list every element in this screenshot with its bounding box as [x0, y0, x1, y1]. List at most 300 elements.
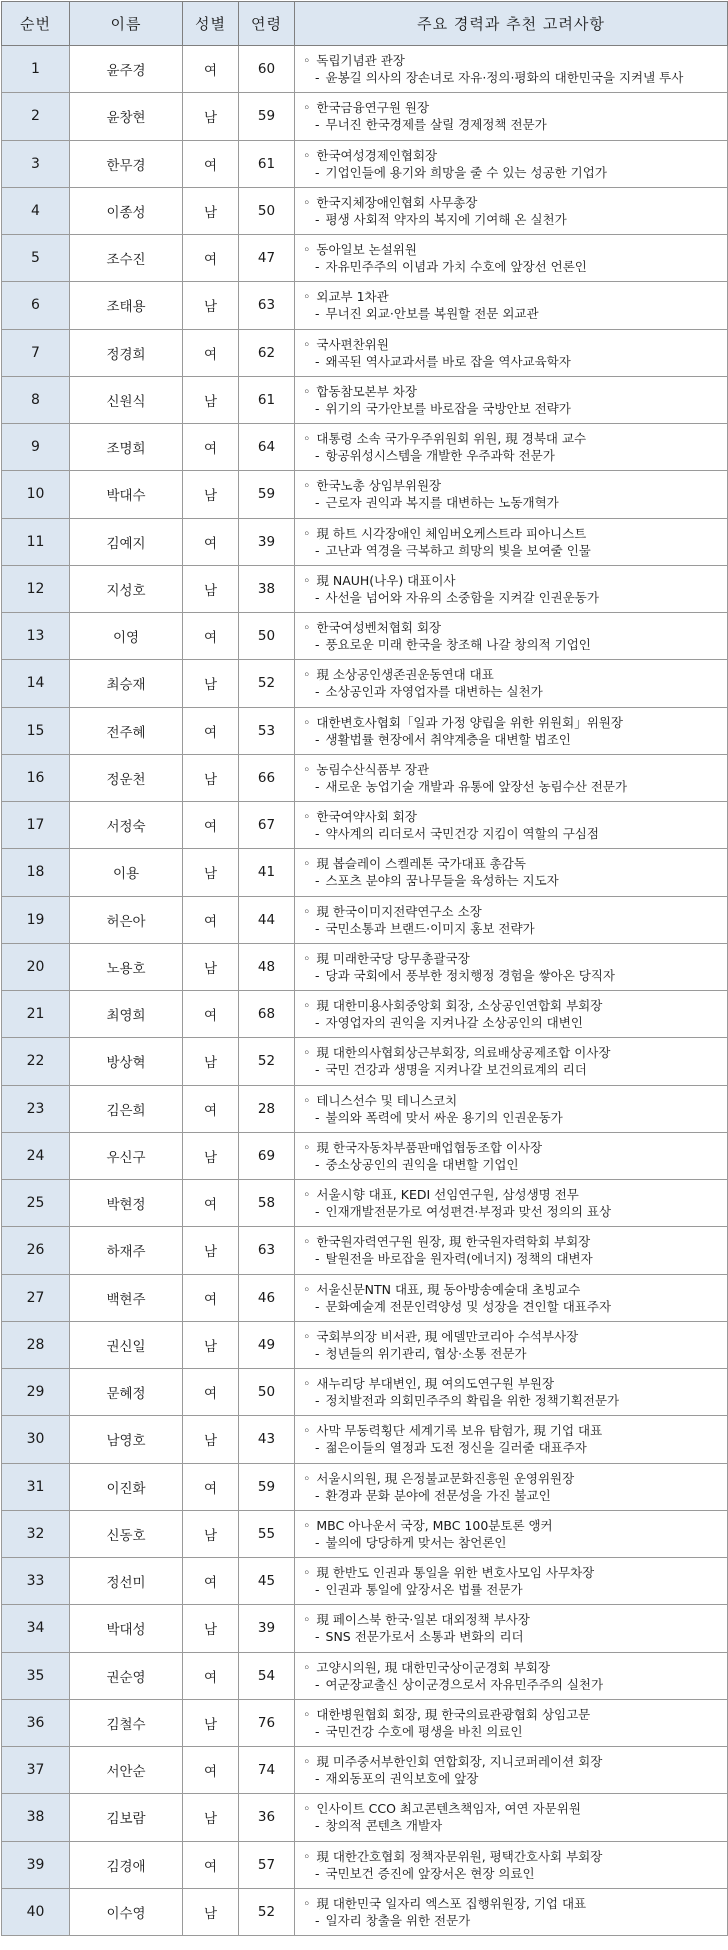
table-row: [2, 1652, 728, 1699]
bullet-icon: ◦: [303, 1517, 311, 1533]
candidate-name: 서정숙: [70, 802, 183, 849]
bullet-icon: ◦: [303, 667, 311, 683]
row-number: 29: [2, 1369, 70, 1416]
row-number: 3: [2, 140, 70, 187]
recommendation-line: [303, 1912, 721, 1929]
row-number: 33: [2, 1558, 70, 1605]
recommendation-text: 청년들의 위기관리, 협상·소통 전문가: [325, 1345, 527, 1361]
career-text: 합동참모본부 차장: [316, 383, 417, 399]
table-row: [2, 943, 728, 990]
recommendation-text: SNS 전문가로서 소통과 변화의 리더: [325, 1629, 524, 1645]
candidate-sex: 여: [183, 896, 239, 943]
career-cell: [295, 1841, 728, 1888]
row-number: 35: [2, 1652, 70, 1699]
candidate-sex: 여: [183, 46, 239, 93]
candidate-age: 43: [239, 1416, 295, 1463]
candidate-sex: 여: [183, 1274, 239, 1321]
recommendation-text: 여군장교출신 상이군경으로서 자유민주주의 실천가: [325, 1676, 604, 1692]
table-row: [2, 802, 728, 849]
row-number: 21: [2, 991, 70, 1038]
candidate-age: 68: [239, 991, 295, 1038]
dash-icon: -: [315, 1062, 320, 1078]
candidate-age: 28: [239, 1085, 295, 1132]
header-sex: 성별: [183, 2, 239, 46]
candidate-sex: 남: [183, 1132, 239, 1179]
bullet-icon: ◦: [303, 289, 311, 305]
recommendation-line: [303, 1250, 721, 1267]
row-number: 18: [2, 849, 70, 896]
recommendation-text: 정치발전과 의회민주주의 확립을 위한 정책기획전문가: [325, 1393, 620, 1409]
candidate-age: 54: [239, 1652, 295, 1699]
recommendation-line: [303, 258, 721, 275]
table-row: [2, 707, 728, 754]
career-text: 서울시향 대표, KEDI 선임연구원, 삼성생명 전무: [316, 1187, 579, 1203]
recommendation-line: [303, 1156, 721, 1173]
candidate-name: 우신구: [70, 1132, 183, 1179]
candidate-sex: 남: [183, 187, 239, 234]
recommendation-text: 국민보건 증진에 앞장서온 현장 의료인: [325, 1865, 535, 1881]
candidate-sex: 남: [183, 660, 239, 707]
career-text: 서울신문NTN 대표, 現 동아방송예술대 초빙교수: [316, 1281, 581, 1297]
recommendation-line: [303, 1298, 721, 1315]
table-row: [2, 1699, 728, 1746]
dash-icon: -: [315, 1912, 320, 1928]
table-row: [2, 424, 728, 471]
header-career: 주요 경력과 추천 고려사항: [295, 2, 728, 46]
table-row: [2, 1605, 728, 1652]
row-number: 2: [2, 93, 70, 140]
row-number: 7: [2, 329, 70, 376]
candidate-name: 한무경: [70, 140, 183, 187]
career-cell: [295, 1558, 728, 1605]
table-row: [2, 896, 728, 943]
career-text: 한국원자력연구원 원장, 現 한국원자력학회 부회장: [316, 1234, 591, 1250]
bullet-icon: ◦: [303, 1754, 311, 1770]
recommendation-line: [303, 1865, 721, 1882]
bullet-icon: ◦: [303, 242, 311, 258]
career-line: [303, 761, 721, 778]
candidate-age: 62: [239, 329, 295, 376]
recommendation-line: [303, 1817, 721, 1834]
row-number: 36: [2, 1699, 70, 1746]
candidate-name: 문혜정: [70, 1369, 183, 1416]
career-line: [303, 1800, 721, 1817]
table-row: [2, 1510, 728, 1557]
bullet-icon: ◦: [303, 856, 311, 872]
candidate-age: 59: [239, 1463, 295, 1510]
dash-icon: -: [315, 1440, 320, 1456]
recommendation-text: 새로운 농업기술 개발과 유통에 앞장선 농림수산 전문가: [325, 778, 628, 794]
candidate-age: 57: [239, 1841, 295, 1888]
career-text: 서울시의원, 現 은정불교문화진흥원 운영위원장: [316, 1470, 575, 1486]
career-text: 인사이트 CCO 최고콘텐츠책임자, 여연 자문위원: [316, 1801, 581, 1817]
candidate-name: 박대성: [70, 1605, 183, 1652]
row-number: 28: [2, 1321, 70, 1368]
career-text: 사막 무동력횡단 세계기록 보유 탐험가, 現 기업 대표: [316, 1423, 603, 1439]
recommendation-text: 재외동포의 권익보호에 앞장: [325, 1771, 479, 1787]
recommendation-text: 약사계의 리더로서 국민건강 지킴이 역할의 구심점: [325, 826, 599, 842]
bullet-icon: ◦: [303, 1706, 311, 1722]
career-line: [303, 1564, 721, 1581]
recommendation-line: [303, 967, 721, 984]
career-text: 한국금융연구원 원장: [316, 100, 430, 116]
candidate-age: 52: [239, 1038, 295, 1085]
row-number: 19: [2, 896, 70, 943]
career-text: 現 한국이미지전략연구소 소장: [316, 903, 482, 919]
candidate-name: 권신일: [70, 1321, 183, 1368]
career-line: [303, 572, 721, 589]
candidate-name: 이수영: [70, 1888, 183, 1935]
candidate-sex: 여: [183, 235, 239, 282]
candidate-age: 50: [239, 1369, 295, 1416]
candidate-age: 59: [239, 93, 295, 140]
candidate-name: 신원식: [70, 376, 183, 423]
row-number: 38: [2, 1794, 70, 1841]
candidate-age: 76: [239, 1699, 295, 1746]
career-cell: [295, 896, 728, 943]
career-cell: [295, 93, 728, 140]
dash-icon: -: [315, 1204, 320, 1220]
career-cell: [295, 1794, 728, 1841]
row-number: 22: [2, 1038, 70, 1085]
dash-icon: -: [315, 1109, 320, 1125]
career-text: 現 봅슬레이 스켈레톤 국가대표 총감독: [316, 856, 526, 872]
recommendation-line: [303, 542, 721, 559]
table-row: [2, 518, 728, 565]
header-number: 순번: [2, 2, 70, 46]
row-number: 31: [2, 1463, 70, 1510]
career-text: 고양시의원, 現 대한민국상이군경회 부회장: [316, 1659, 551, 1675]
table-row: [2, 1180, 728, 1227]
bullet-icon: ◦: [303, 194, 311, 210]
recommendation-line: [303, 1061, 721, 1078]
recommendation-text: 위기의 국가안보를 바로잡을 국방안보 전략가: [325, 400, 571, 416]
table-row: [2, 849, 728, 896]
candidate-age: 61: [239, 140, 295, 187]
candidate-sex: 여: [183, 518, 239, 565]
bullet-icon: ◦: [303, 1659, 311, 1675]
recommendation-text: 기업인들에 용기와 희망을 줄 수 있는 성공한 기업가: [325, 164, 607, 180]
recommendation-line: [303, 920, 721, 937]
candidate-sex: 남: [183, 754, 239, 801]
candidate-sex: 여: [183, 991, 239, 1038]
career-text: 테니스선수 및 테니스코치: [316, 1092, 458, 1108]
candidate-name: 윤주경: [70, 46, 183, 93]
dash-icon: -: [315, 1582, 320, 1598]
candidate-age: 46: [239, 1274, 295, 1321]
bullet-icon: ◦: [303, 998, 311, 1014]
table-row: [2, 1085, 728, 1132]
career-text: 現 한국자동차부품판매업협동조합 이사장: [316, 1139, 543, 1155]
career-cell: [295, 1038, 728, 1085]
dash-icon: -: [315, 731, 320, 747]
row-number: 20: [2, 943, 70, 990]
dash-icon: -: [315, 826, 320, 842]
career-cell: [295, 235, 728, 282]
table-row: [2, 991, 728, 1038]
candidate-sex: 남: [183, 1038, 239, 1085]
recommendation-line: [303, 778, 721, 795]
recommendation-line: [303, 731, 721, 748]
career-line: [303, 1517, 721, 1534]
candidate-sex: 여: [183, 1841, 239, 1888]
dash-icon: -: [315, 400, 320, 416]
candidate-sex: 여: [183, 1369, 239, 1416]
bullet-icon: ◦: [303, 1470, 311, 1486]
table-row: [2, 1321, 728, 1368]
candidate-age: 63: [239, 282, 295, 329]
dash-icon: -: [315, 1534, 320, 1550]
bullet-icon: ◦: [303, 383, 311, 399]
dash-icon: -: [315, 448, 320, 464]
career-line: [303, 336, 721, 353]
bullet-icon: ◦: [303, 1565, 311, 1581]
candidate-age: 39: [239, 518, 295, 565]
recommendation-text: 무너진 외교·안보를 복원할 전문 외교관: [325, 306, 539, 322]
recommendation-text: 국민 건강과 생명을 지켜나갈 보건의료계의 리더: [325, 1062, 587, 1078]
table-row: [2, 1888, 728, 1935]
candidate-sex: 남: [183, 943, 239, 990]
career-cell: [295, 565, 728, 612]
recommendation-text: 고난과 역경을 극복하고 희망의 빛을 보여줄 인물: [325, 542, 591, 558]
career-text: 現 대한민국 일자리 엑스포 집행위원장, 기업 대표: [316, 1895, 587, 1911]
row-number: 8: [2, 376, 70, 423]
candidate-sex: 여: [183, 707, 239, 754]
career-cell: [295, 707, 728, 754]
career-text: 새누리당 부대변인, 現 여의도연구원 부원장: [316, 1376, 555, 1392]
recommendation-text: 생활법률 현장에서 취약계층을 대변할 법조인: [325, 731, 571, 747]
dash-icon: -: [315, 589, 320, 605]
table-header-row: [2, 2, 728, 46]
candidate-sex: 남: [183, 1416, 239, 1463]
recommendation-line: [303, 1392, 721, 1409]
career-text: 대한병원협회 회장, 現 한국의료관광협회 상임고문: [316, 1706, 591, 1722]
candidate-sex: 남: [183, 93, 239, 140]
dash-icon: -: [315, 353, 320, 369]
candidate-sex: 여: [183, 613, 239, 660]
career-text: 現 소상공인생존권운동연대 대표: [316, 667, 494, 683]
career-text: 現 하트 시각장애인 체임버오케스트라 피아니스트: [316, 525, 587, 541]
bullet-icon: ◦: [303, 950, 311, 966]
candidate-sex: 여: [183, 1463, 239, 1510]
career-text: 한국여약사회 회장: [316, 809, 417, 825]
career-cell: [295, 518, 728, 565]
candidate-name: 최승재: [70, 660, 183, 707]
recommendation-line: [303, 1534, 721, 1551]
candidate-age: 61: [239, 376, 295, 423]
recommendation-text: 국민건강 수호에 평생을 바친 의료인: [325, 1723, 523, 1739]
career-line: [303, 1044, 721, 1061]
row-number: 14: [2, 660, 70, 707]
recommendation-line: [303, 1676, 721, 1693]
recommendation-line: [303, 447, 721, 464]
career-line: [303, 194, 721, 211]
career-line: [303, 855, 721, 872]
candidate-name: 정선미: [70, 1558, 183, 1605]
candidate-sex: 여: [183, 1558, 239, 1605]
recommendation-text: 항공위성시스템을 개발한 우주과학 전문가: [325, 448, 555, 464]
candidate-age: 63: [239, 1227, 295, 1274]
career-text: 現 대한미용사회중앙회 회장, 소상공인연합회 부회장: [316, 998, 603, 1014]
dash-icon: -: [315, 778, 320, 794]
recommendation-line: [303, 494, 721, 511]
career-text: 독립기념관 관장: [316, 53, 405, 69]
row-number: 5: [2, 235, 70, 282]
dash-icon: -: [315, 967, 320, 983]
career-cell: [295, 1132, 728, 1179]
recommendation-line: [303, 164, 721, 181]
career-text: 한국노총 상임부위원장: [316, 478, 442, 494]
table-row: [2, 46, 728, 93]
candidate-age: 53: [239, 707, 295, 754]
recommendation-text: 중소상공인의 권익을 대변할 기업인: [325, 1156, 519, 1172]
header-name: 이름: [70, 2, 183, 46]
table-row: [2, 140, 728, 187]
career-line: [303, 903, 721, 920]
table-row: [2, 1038, 728, 1085]
table-row: [2, 235, 728, 282]
recommendation-text: 자영업자의 권익을 지켜나갈 소상공인의 대변인: [325, 1015, 583, 1031]
recommendation-text: 불의에 당당하게 맞서는 참언론인: [325, 1534, 507, 1550]
bullet-icon: ◦: [303, 1895, 311, 1911]
career-text: 現 미래한국당 당무총괄국장: [316, 950, 470, 966]
candidate-age: 64: [239, 424, 295, 471]
table-row: [2, 282, 728, 329]
table-row: [2, 187, 728, 234]
career-text: 대한변호사협회「일과 가정 양립을 위한 위원회」위원장: [316, 714, 623, 730]
candidate-sex: 여: [183, 802, 239, 849]
bullet-icon: ◦: [303, 1281, 311, 1297]
candidate-age: 52: [239, 660, 295, 707]
career-line: [303, 1848, 721, 1865]
candidate-name: 이영: [70, 613, 183, 660]
table-row: [2, 471, 728, 518]
candidate-name: 지성호: [70, 565, 183, 612]
dash-icon: -: [315, 542, 320, 558]
candidate-sex: 남: [183, 1510, 239, 1557]
career-cell: [295, 1369, 728, 1416]
dash-icon: -: [315, 1298, 320, 1314]
career-text: 現 페이스북 한국·일본 대외정책 부사장: [316, 1612, 530, 1628]
bullet-icon: ◦: [303, 1612, 311, 1628]
candidate-name: 신동호: [70, 1510, 183, 1557]
career-line: [303, 1281, 721, 1298]
bullet-icon: ◦: [303, 431, 311, 447]
career-cell: [295, 471, 728, 518]
table-row: [2, 1416, 728, 1463]
career-line: [303, 1422, 721, 1439]
bullet-icon: ◦: [303, 1187, 311, 1203]
dash-icon: -: [315, 1015, 320, 1031]
career-cell: [295, 1085, 728, 1132]
dash-icon: -: [315, 684, 320, 700]
career-cell: [295, 376, 728, 423]
recommendation-text: 국민소통과 브랜드·이미지 홍보 전략가: [325, 920, 535, 936]
candidate-name: 최영희: [70, 991, 183, 1038]
candidate-age: 50: [239, 613, 295, 660]
career-cell: [295, 1888, 728, 1935]
dash-icon: -: [315, 1251, 320, 1267]
candidate-age: 44: [239, 896, 295, 943]
table-row: [2, 1463, 728, 1510]
recommendation-text: 사선을 넘어와 자유의 소중함을 지켜갈 인권운동가: [325, 589, 599, 605]
candidate-name: 박현정: [70, 1180, 183, 1227]
dash-icon: -: [315, 211, 320, 227]
candidate-sex: 남: [183, 376, 239, 423]
bullet-icon: ◦: [303, 53, 311, 69]
recommendation-line: [303, 1345, 721, 1362]
recommendation-text: 평생 사회적 약자의 복지에 기여해 온 실천가: [325, 211, 567, 227]
bullet-icon: ◦: [303, 620, 311, 636]
candidate-age: 36: [239, 1794, 295, 1841]
bullet-icon: ◦: [303, 1423, 311, 1439]
candidate-sex: 남: [183, 1227, 239, 1274]
table-row: [2, 1227, 728, 1274]
candidate-sex: 여: [183, 140, 239, 187]
row-number: 13: [2, 613, 70, 660]
career-cell: [295, 1605, 728, 1652]
career-text: 국사편찬위원: [316, 336, 389, 352]
career-text: 한국지체장애인협회 사무총장: [316, 194, 478, 210]
career-cell: [295, 424, 728, 471]
career-line: [303, 1375, 721, 1392]
bullet-icon: ◦: [303, 336, 311, 352]
career-line: [303, 1753, 721, 1770]
recommendation-text: 환경과 문화 분야에 전문성을 가진 불교인: [325, 1487, 551, 1503]
career-cell: [295, 1227, 728, 1274]
candidate-table: [1, 1, 728, 1936]
recommendation-text: 풍요로운 미래 한국을 창조해 나갈 창의적 기업인: [325, 637, 591, 653]
dash-icon: -: [315, 1629, 320, 1645]
table-row: [2, 613, 728, 660]
candidate-age: 67: [239, 802, 295, 849]
dash-icon: -: [315, 1865, 320, 1881]
candidate-name: 백현주: [70, 1274, 183, 1321]
bullet-icon: ◦: [303, 809, 311, 825]
career-line: [303, 714, 721, 731]
career-line: [303, 1328, 721, 1345]
recommendation-text: 인재개발전문가로 여성편견·부정과 맞선 정의의 표상: [325, 1204, 612, 1220]
candidate-sex: 남: [183, 1321, 239, 1368]
candidate-sex: 남: [183, 1794, 239, 1841]
career-text: 現 대한간호협회 정책자문위원, 평택간호사회 부회장: [316, 1848, 603, 1864]
recommendation-text: 근로자 권익과 복지를 대변하는 노동개혁가: [325, 495, 559, 511]
recommendation-line: [303, 1109, 721, 1126]
candidate-age: 55: [239, 1510, 295, 1557]
dash-icon: -: [315, 259, 320, 275]
recommendation-line: [303, 305, 721, 322]
candidate-age: 74: [239, 1747, 295, 1794]
career-line: [303, 430, 721, 447]
dash-icon: -: [315, 1345, 320, 1361]
recommendation-line: [303, 353, 721, 370]
recommendation-line: [303, 1581, 721, 1598]
bullet-icon: ◦: [303, 1848, 311, 1864]
bullet-icon: ◦: [303, 1234, 311, 1250]
candidate-name: 조수진: [70, 235, 183, 282]
dash-icon: -: [315, 306, 320, 322]
candidate-sex: 여: [183, 1652, 239, 1699]
candidate-name: 이용: [70, 849, 183, 896]
career-cell: [295, 140, 728, 187]
career-text: MBC 아나운서 국장, MBC 100분토론 앵커: [316, 1517, 553, 1533]
row-number: 30: [2, 1416, 70, 1463]
career-cell: [295, 1463, 728, 1510]
table-row: [2, 93, 728, 140]
row-number: 15: [2, 707, 70, 754]
row-number: 39: [2, 1841, 70, 1888]
candidate-age: 50: [239, 187, 295, 234]
